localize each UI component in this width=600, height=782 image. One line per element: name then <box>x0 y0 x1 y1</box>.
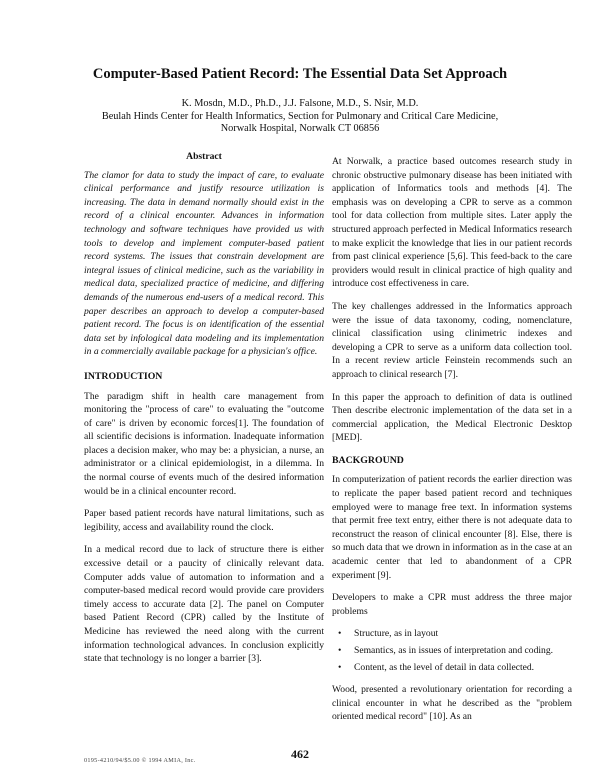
right-paragraph-3: In this paper the approach to definition of data is outlined Then describe electronic implementation of the data set in a commercial application, the Medical Electronic Desktop [MED]. <box>332 391 572 444</box>
page-number: 462 <box>291 747 309 761</box>
copyright-footer: 0195-4210/94/$5.00 © 1994 AMIA, Inc. <box>84 757 196 764</box>
intro-paragraph-3: In a medical record due to lack of structure there is either excessive detail or a paucity of clinically relevant data. Computer adds value of automation to information and a computer-based medical record would provide care providers timely access to accurate data [2]. The panel on Computer based Patient Record (CPR) called by the Institute of Medicine has reviewed the need along with the current information technological advances. In conclusion explicitly state that technology is no longer a barrier [3]. <box>84 544 324 665</box>
background-paragraph-1: In computerization of patient records the earlier direction was to replicate the paper based patient record and techniques employed were to manage free text. In information systems that permit free text entry, either there is not adequate data to reconstruct the reason of clinical encounter [8]. Else, there is so much data that we drown in information as in the case at an academic center that led to abandonment of a CPR experiment [9]. <box>332 474 572 581</box>
right-column <box>332 155 572 733</box>
right-paragraph-1: At Norwalk, a practice based outcomes research study in chronic obstructive pulmonary disease has been initiated with application of Informatics tools and methods [4]. The emphasis was on developing a CPR to serve as a common tool for data collection from multiple sites. Later apply the structured approach perfected in Medical Informatics research to make explicit the knowledge that lies in our patient records from past clinical experience [5,6]. This feed-back to the care providers would result in clinical practice of high quality and introduce cost effectiveness in care. <box>332 156 572 290</box>
abstract-text: The clamor for data to study the impact of care, to evaluate clinical performance and justify resource utilization is increasing. The data in demand normally should exist in the record of a clinical encounter. Advances in information technology and software techniques have provided us with tools to develop and implement computer-based patient record systems. The issues that constrain development are integral issues of clinical medicine, such as the variability in medical data, specialized practice of medicine, and differing demands of the numerous end-users of a medical record. This paper describes an approach to develop a computer-based patient record. The focus is on identification of the essential data set by infological data modeling and its implementation in a commercially available package for a physician's office. <box>84 169 324 358</box>
background-paragraph-2: Developers to make a CPR must address the three major problems <box>332 592 572 617</box>
list-item: • Structure, as in layout <box>354 627 572 641</box>
introduction-heading: INTRODUCTION <box>84 370 163 382</box>
right-paragraph-2: The key challenges addressed in the Informatics approach were the issue of data taxonomy, coding, nomenclature, clinical classification using clinimetric indexes and developing a CPR to serve as a uniform data collection tool. In a recent review article Feinstein recommends such an approach to clinical research [7]. <box>332 300 572 380</box>
intro-paragraph-2: Paper based patient records have natural limitations, such as legibility, access and availability round the clock. <box>84 508 324 533</box>
list-item: • Content, as the level of detail in data collected. <box>354 661 572 675</box>
author-names: K. Mosdn, M.D., Ph.D., J.J. Falsone, M.D., S. Nsir, M.D. <box>181 98 419 109</box>
left-column <box>84 150 324 675</box>
affiliation-line-1: Beulah Hinds Center for Health Informatics, Section for Pulmonary and Critical Care Medicine, <box>101 110 499 122</box>
paper-title: Computer-Based Patient Record: The Essential Data Set Approach <box>92 66 508 82</box>
list-item: • Semantics, as in issues of interpretation and coding. <box>354 644 572 658</box>
problem-list <box>332 627 572 674</box>
abstract-heading: Abstract <box>186 151 222 162</box>
affiliation-line-2: Norwalk Hospital, Norwalk CT 06856 <box>220 123 380 134</box>
background-paragraph-3: Wood, presented a revolutionary orientation for recording a clinical encounter in what he described as the "problem oriented medical record" [10]. As an <box>332 684 572 723</box>
author-block <box>0 98 600 136</box>
background-heading: BACKGROUND <box>332 454 404 466</box>
intro-paragraph-1: The paradigm shift in health care management from monitoring the "process of care" to evaluating the "outcome of care" is driven by economic forces[1]. The foundation of all scientific decisions is information. Inadequate information places a decision maker, who may be: a physician, a nurse, an administrator or a clinical epidemiologist, in a dilemma. In the normal course of events much of the desired information would be in a clinical encounter record. <box>84 390 324 497</box>
